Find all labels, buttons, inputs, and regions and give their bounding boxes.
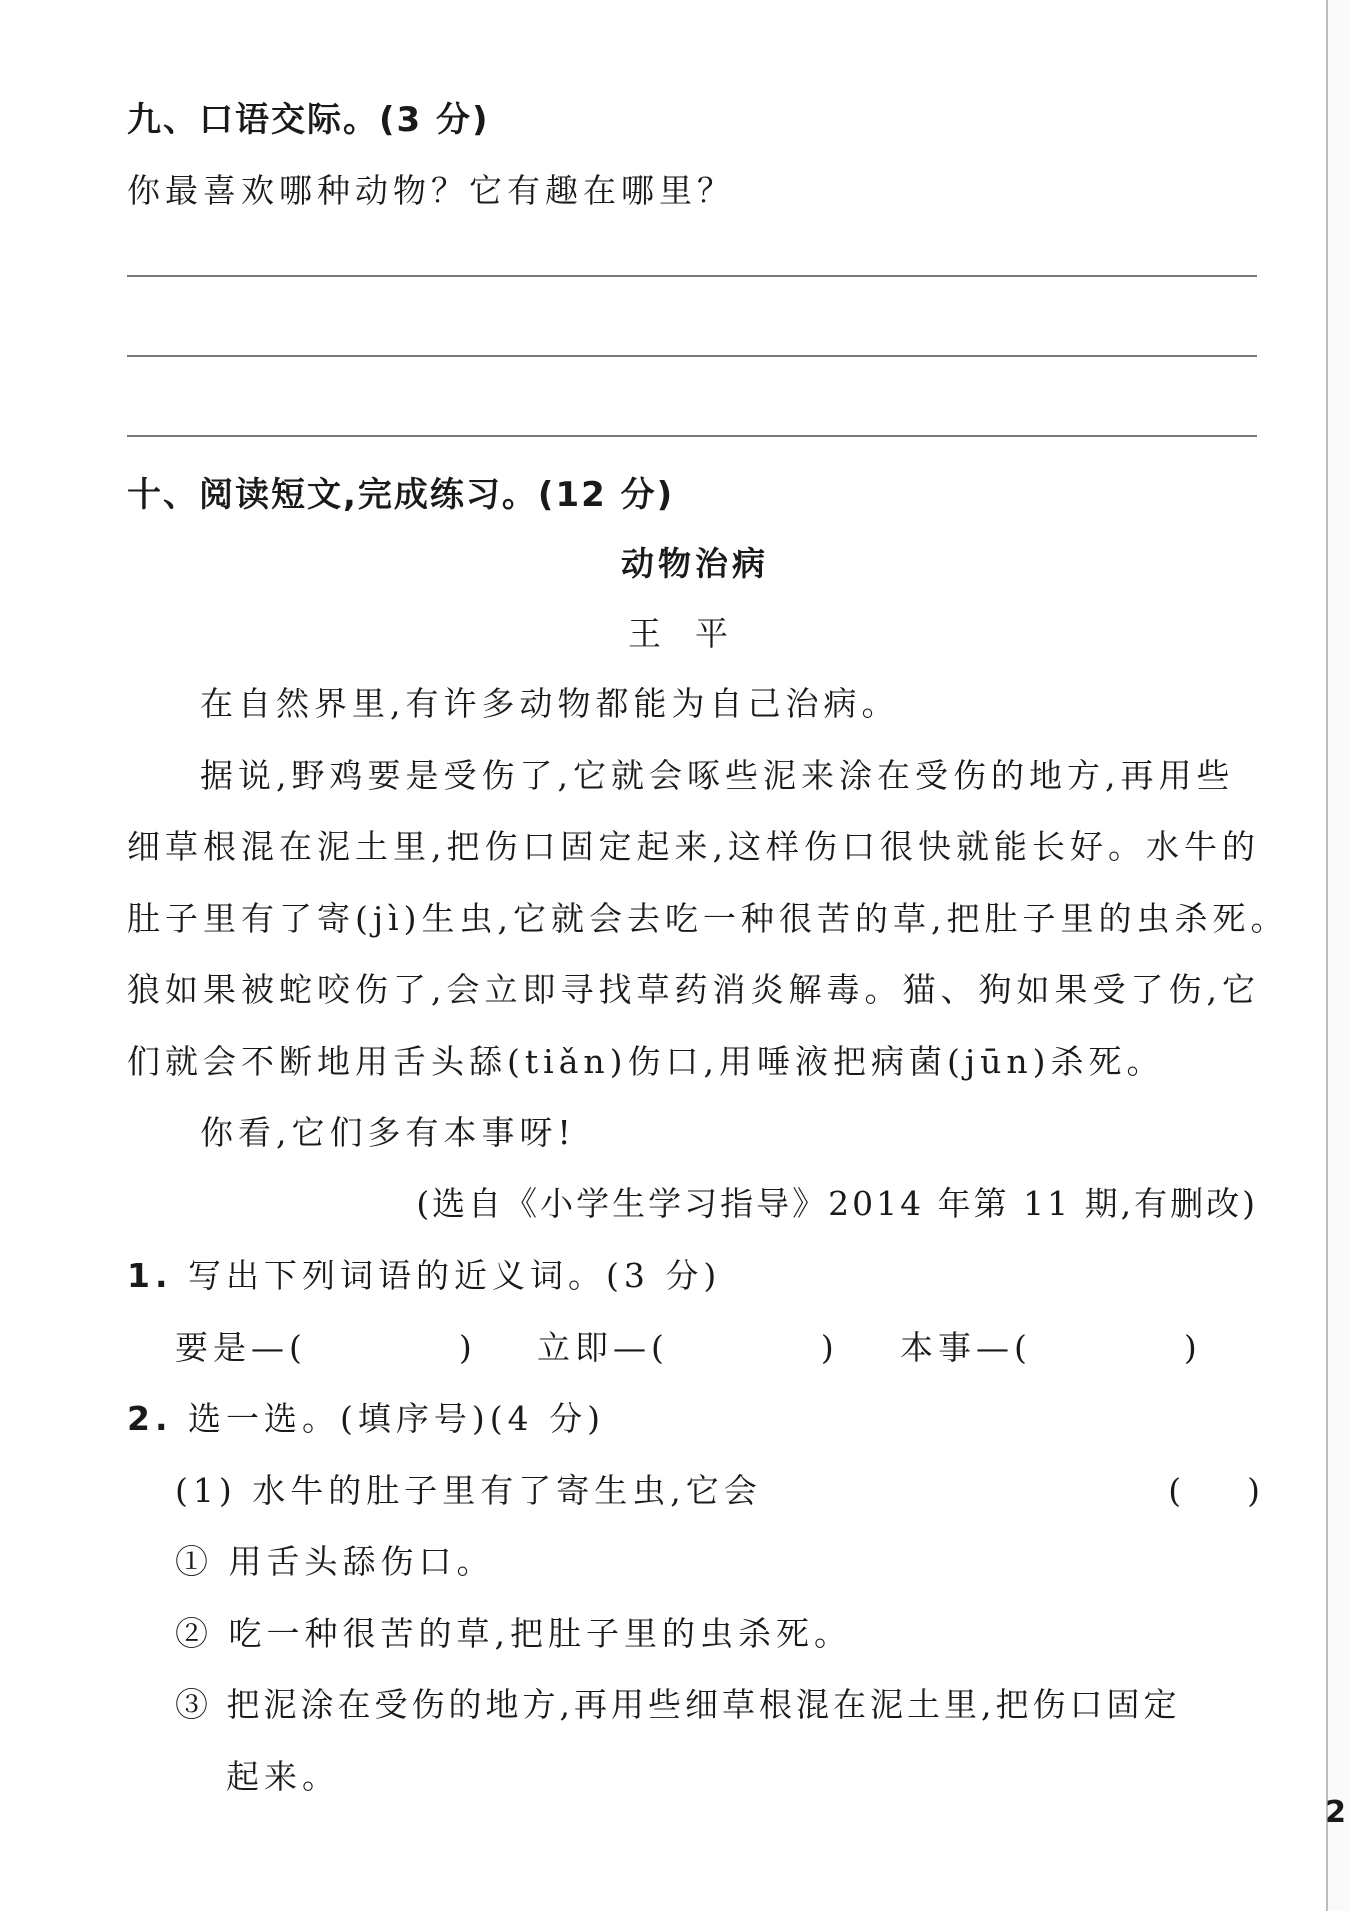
synonym-close-paren: ): [820, 1328, 839, 1367]
question-2-number: 2.: [127, 1399, 173, 1438]
article-paragraph: 在自然界里,有许多动物都能为自己治病。: [200, 684, 900, 723]
article-line: 肚子里有了寄(jì)生虫,它就会去吃一种很苦的草,把肚子里的虫杀死。: [127, 899, 1289, 938]
article-line: 狼如果被蛇咬伤了,会立即寻找草药消炎解毒。猫、狗如果受了伤,它: [127, 970, 1260, 1009]
answer-line: [127, 275, 1257, 277]
option-3-continuation: 起来。: [226, 1757, 340, 1796]
synonym-item-3: [900, 1322, 1202, 1369]
option-2: ② 吃一种很苦的草,把肚子里的虫杀死。: [175, 1614, 852, 1653]
synonym-word: 要是—(: [175, 1328, 307, 1367]
section-9-heading: 九、口语交际。(3 分): [127, 100, 490, 140]
question-1-prompt: 写出下列词语的近义词。(3 分): [188, 1256, 722, 1295]
question-2: [127, 1393, 605, 1440]
synonym-item-2: [537, 1322, 839, 1369]
article-paragraph: 你看,它们多有本事呀!: [200, 1113, 576, 1152]
answer-line: [127, 435, 1257, 437]
article-source: (选自《小学生学习指导》2014 年第 11 期,有删改): [416, 1184, 1258, 1223]
section-10-heading: 十、阅读短文,完成练习。(12 分): [127, 475, 675, 515]
article-author: 王平: [628, 614, 762, 653]
question-1-number: 1.: [127, 1256, 173, 1295]
answer-paren[interactable]: ( ): [1168, 1471, 1260, 1510]
article-line: 们就会不断地用舌头舔(tiǎn)伤口,用唾液把病菌(jūn)杀死。: [127, 1042, 1165, 1081]
article-title: 动物治病: [621, 544, 769, 583]
option-3: ③ 把泥涂在受伤的地方,再用些细草根混在泥土里,把伤口固定: [175, 1685, 1181, 1724]
article-paragraph: 据说,野鸡要是受伤了,它就会啄些泥来涂在受伤的地方,再用些: [200, 756, 1235, 795]
article-line: 细草根混在泥土里,把伤口固定起来,这样伤口很快就能长好。水牛的: [127, 827, 1260, 866]
synonym-word: 立即—(: [537, 1328, 669, 1367]
synonym-word: 本事—(: [900, 1328, 1032, 1367]
synonym-close-paren: ): [458, 1328, 477, 1367]
question-2-prompt: 选一选。(填序号)(4 分): [188, 1399, 605, 1438]
option-1: ① 用舌头舔伤口。: [175, 1542, 495, 1581]
section-9-question: 你最喜欢哪种动物？它有趣在哪里？: [127, 171, 735, 210]
question-1: [127, 1250, 721, 1297]
question-2-sub-1: (1) 水牛的肚子里有了寄生虫,它会: [175, 1471, 762, 1510]
page-number: 2: [1325, 1795, 1346, 1830]
answer-line: [127, 355, 1257, 357]
synonym-item-1: [175, 1322, 477, 1369]
synonym-close-paren: ): [1183, 1328, 1202, 1367]
page-edge-tab: [1326, 0, 1350, 1911]
